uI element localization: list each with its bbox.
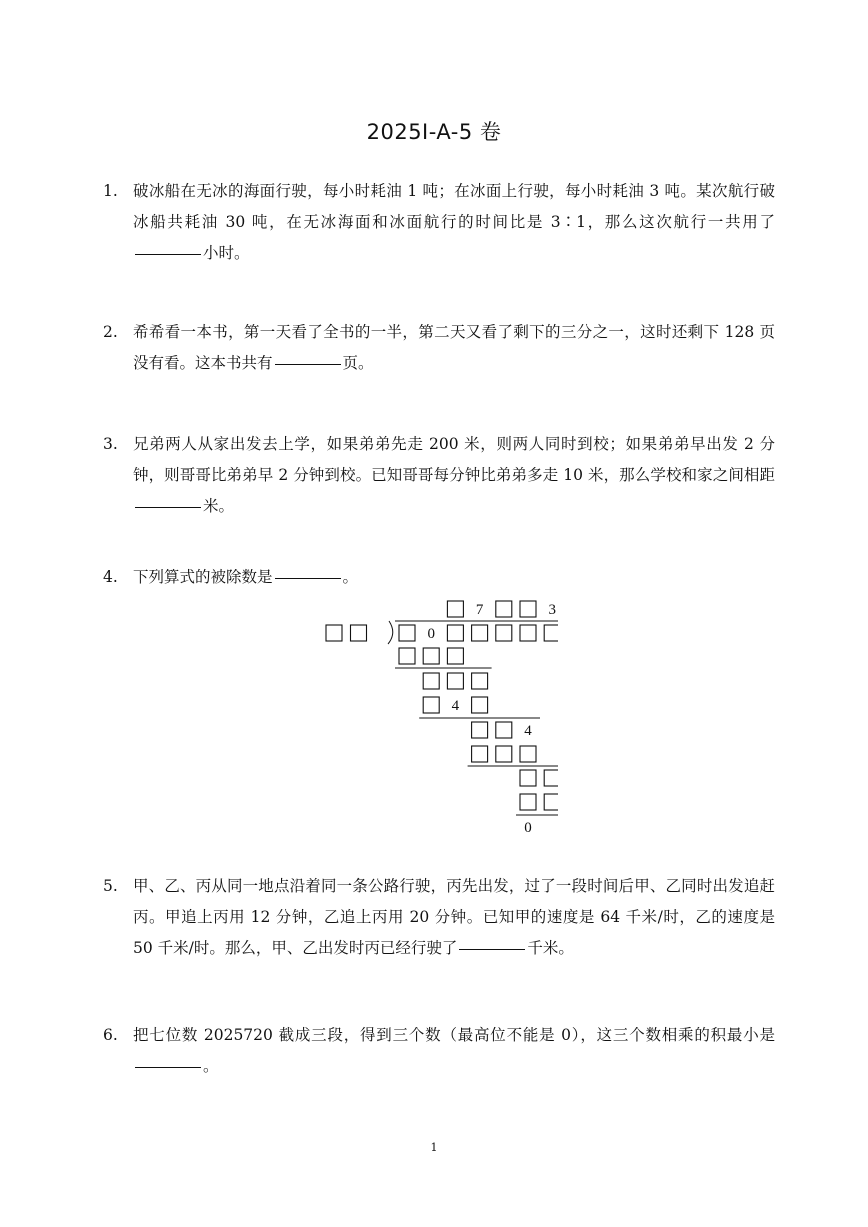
question-number: 5. xyxy=(103,877,118,895)
question-2 xyxy=(103,317,775,379)
page-number: 1 xyxy=(430,1141,438,1154)
question-unit: 米。 xyxy=(203,497,235,515)
question-text: 甲、乙、丙从同一地点沿着同一条公路行驶，丙先出发，过了一段时间后甲、乙同时出发追赶丙。甲追上丙用 12 分钟，乙追上丙用 20 分钟。已知甲的速度是 64 千米/时，乙的速度是 50 千米/时。那么，甲、乙出发时丙已经行驶了 xyxy=(133,877,775,957)
question-text: 下列算式的被除数是 xyxy=(133,568,273,586)
digit-box xyxy=(472,625,488,641)
digit-box xyxy=(496,625,512,641)
digit-box xyxy=(520,601,536,617)
answer-blank[interactable] xyxy=(135,253,201,255)
digit-box xyxy=(399,648,415,664)
digit-box xyxy=(496,601,512,617)
answer-blank[interactable] xyxy=(135,1066,201,1068)
digit-box xyxy=(447,648,463,664)
digit-box xyxy=(423,648,439,664)
digit-box xyxy=(472,697,488,713)
answer-blank[interactable] xyxy=(275,577,341,579)
answer-blank[interactable] xyxy=(275,363,341,365)
digit-box xyxy=(326,625,342,641)
question-number: 1. xyxy=(103,182,118,200)
digit-box xyxy=(472,722,488,738)
digit-box xyxy=(447,601,463,617)
digit-box xyxy=(472,746,488,762)
question-1 xyxy=(103,176,775,269)
question-number: 2. xyxy=(103,323,118,341)
digit-box xyxy=(472,673,488,689)
digit-box xyxy=(447,673,463,689)
digit-box xyxy=(496,746,512,762)
question-unit: 小时。 xyxy=(203,244,250,262)
question-text: 兄弟两人从家出发去上学，如果弟弟先走 200 米，则两人同时到校；如果弟弟早出发 2 分钟，则哥哥比弟弟早 2 分钟到校。已知哥哥每分钟比弟弟多走 10 米，那么学校和家之间相距 xyxy=(133,435,775,484)
digit-box xyxy=(520,746,536,762)
question-text: 破冰船在无冰的海面行驶，每小时耗油 1 吨；在冰面上行驶，每小时耗油 3 吨。某次航行破冰船共耗油 30 吨，在无冰海面和冰面航行的时间比是 3∶1，那么这次航行一共用了 xyxy=(133,182,775,231)
digit-box xyxy=(447,625,463,641)
digit-text: 7 xyxy=(475,602,484,618)
long-division-diagram xyxy=(318,594,558,842)
answer-blank[interactable] xyxy=(135,506,201,508)
question-number: 3. xyxy=(103,435,118,453)
question-4 xyxy=(103,562,775,593)
division-bracket xyxy=(388,621,393,644)
question-5 xyxy=(103,871,775,964)
digit-box xyxy=(423,673,439,689)
question-number: 4. xyxy=(103,568,118,586)
question-6 xyxy=(103,1020,775,1082)
digit-box xyxy=(520,770,536,786)
page-title: 2025I-A-5 卷 xyxy=(366,120,502,144)
question-3 xyxy=(103,429,775,522)
answer-blank[interactable] xyxy=(459,948,525,950)
question-text: 把七位数 2025720 截成三段，得到三个数（最高位不能是 0），这三个数相乘的积最小是 xyxy=(133,1026,775,1044)
digit-box xyxy=(544,625,558,641)
digit-box xyxy=(351,625,367,641)
question-unit: 。 xyxy=(203,1057,219,1075)
digit-text: 4 xyxy=(524,723,532,739)
digit-box xyxy=(496,722,512,738)
question-unit: 千米。 xyxy=(527,939,574,957)
digit-text: 0 xyxy=(427,626,435,642)
digit-text: 3 xyxy=(548,602,556,618)
question-number: 6. xyxy=(103,1026,118,1044)
digit-box xyxy=(399,625,415,641)
digit-text: 4 xyxy=(451,698,460,714)
digit-box xyxy=(544,770,558,786)
question-unit: 页。 xyxy=(342,354,374,372)
digit-box xyxy=(423,697,439,713)
digit-text: 0 xyxy=(524,820,532,836)
question-unit: 。 xyxy=(342,568,359,586)
digit-box xyxy=(520,625,536,641)
digit-box xyxy=(520,794,536,810)
digit-box xyxy=(544,794,558,810)
question-text: 希希看一本书，第一天看了全书的一半，第二天又看了剩下的三分之一，这时还剩下 128 页没有看。这本书共有 xyxy=(133,323,775,372)
